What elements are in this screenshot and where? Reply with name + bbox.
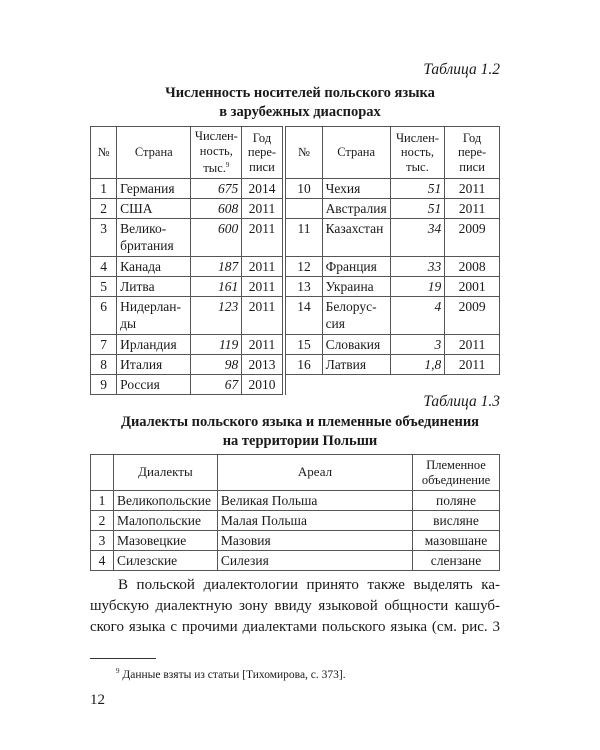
population-value: 51 [390,179,444,199]
table-row [91,491,500,511]
table-row [91,199,500,219]
tribe-name: висляне [413,511,500,531]
table-row [91,551,500,571]
col-header-population-2: Числен-ность, тыс. [390,127,444,179]
row-number [286,199,322,219]
census-year: 2008 [445,257,500,277]
row-number: 2 [91,511,114,531]
census-year: 2011 [242,257,282,277]
col-header-no [91,455,114,491]
country-name [322,375,390,395]
table-1-3-title: Диалекты польского языка и племенные объединения на территории Польши [120,414,480,449]
col-header-year-2: Год пере-писи [445,127,500,179]
body-paragraph: В польской диалектологии принято также выделять ка- шубскую диалектную зону ввиду языковой общности кашуб- ского языка с прочими диалектами польского языка (см. рис. 3 [90,577,500,635]
row-number: 4 [91,551,114,571]
population-value: 34 [390,219,444,257]
country-name: Германия [117,179,191,199]
census-year: 2011 [445,179,500,199]
country-name: Казахстан [322,219,390,257]
row-number: 4 [91,257,117,277]
table-1-3-label: Таблица 1.3 [423,393,500,410]
population-value: 123 [191,297,242,335]
dialect-name: Малопольские [113,511,217,531]
country-name: Литва [117,277,191,297]
col-header-no-2: № [286,127,322,179]
census-year: 2011 [445,335,500,355]
col-header-tribe: Племенное объединение [413,455,500,491]
table-row [91,335,500,355]
country-name: Латвия [322,355,390,375]
table-1-2-label: Таблица 1.2 [423,61,500,78]
area-name: Малая Польша [217,511,412,531]
diaspora-table [90,126,500,395]
population-value: 608 [191,199,242,219]
dialects-table [90,454,500,571]
census-year: 2011 [445,199,500,219]
census-year [445,375,500,395]
col-header-year: Год пере-писи [242,127,282,179]
row-number: 3 [91,219,117,257]
population-value: 1,8 [390,355,444,375]
population-value: 4 [390,297,444,335]
census-year: 2009 [445,297,500,335]
page-number: 12 [90,692,105,708]
row-number: 16 [286,355,322,375]
col-header-dialects: Диалекты [113,455,217,491]
area-name: Силезия [217,551,412,571]
population-value: 3 [390,335,444,355]
census-year: 2009 [445,219,500,257]
dialect-name: Великопольские [113,491,217,511]
tribe-name: мазовшане [413,531,500,551]
country-name: Чехия [322,179,390,199]
col-header-no: № [91,127,117,179]
row-number: 9 [91,375,117,395]
population-value: 119 [191,335,242,355]
footnote-divider [90,658,156,659]
census-year: 2011 [242,297,282,335]
census-year: 2014 [242,179,282,199]
col-header-country: Страна [117,127,191,179]
population-value: 600 [191,219,242,257]
census-year: 2011 [242,199,282,219]
country-name: Франция [322,257,390,277]
row-number: 13 [286,277,322,297]
census-year: 2011 [445,355,500,375]
country-name: Австралия [322,199,390,219]
row-number: 8 [91,355,117,375]
population-value: 19 [390,277,444,297]
population-value: 98 [191,355,242,375]
population-value: 161 [191,277,242,297]
population-value: 67 [191,375,242,395]
row-number: 2 [91,199,117,219]
table-1-2-title: Численность носителей польского языка в зарубежных диаспорах [165,85,435,120]
row-number: 14 [286,297,322,335]
table-row [91,511,500,531]
table-row [91,179,500,199]
census-year: 2011 [242,277,282,297]
country-name: Россия [117,375,191,395]
col-header-population: Числен-ность, тыс.$^9$ [191,127,242,179]
census-year: 2013 [242,355,282,375]
table-row [91,531,500,551]
population-value: 675 [191,179,242,199]
table-header-row [91,127,500,179]
row-number: 1 [91,179,117,199]
col-header-area: Ареал [217,455,412,491]
row-number: 12 [286,257,322,277]
col-header-country-2: Страна [322,127,390,179]
table-row [91,355,500,375]
census-year: 2010 [242,375,282,395]
country-name: Ирландия [117,335,191,355]
tribe-name: поляне [413,491,500,511]
table-row [91,219,500,257]
country-name: Словакия [322,335,390,355]
country-name: Украина [322,277,390,297]
population-value: 187 [191,257,242,277]
country-name: Велико-британия [117,219,191,257]
country-name: Белорус-сия [322,297,390,335]
country-name: Нидерлан-ды [117,297,191,335]
population-value: 51 [390,199,444,219]
row-number: 7 [91,335,117,355]
row-number: 11 [286,219,322,257]
row-number: 10 [286,179,322,199]
census-year: 2001 [445,277,500,297]
area-name: Мазовия [217,531,412,551]
dialect-name: Силезские [113,551,217,571]
table-row [91,297,500,335]
row-number: 15 [286,335,322,355]
population-value [390,375,444,395]
row-number: 5 [91,277,117,297]
area-name: Великая Польша [217,491,412,511]
population-value: 33 [390,257,444,277]
table-row [91,375,500,395]
tribe-name: слензане [413,551,500,571]
footnote: $^9$ Данные взяты из статьи [Тихомирова, с. 373]. [116,667,346,681]
census-year: 2011 [242,335,282,355]
dialect-name: Мазовецкие [113,531,217,551]
row-number: 6 [91,297,117,335]
country-name: Италия [117,355,191,375]
country-name: США [117,199,191,219]
table-row [91,257,500,277]
table-header-row [91,455,500,491]
census-year: 2011 [242,219,282,257]
row-number: 1 [91,491,114,511]
row-number: 3 [91,531,114,551]
country-name: Канада [117,257,191,277]
table-row [91,277,500,297]
row-number [286,375,322,395]
